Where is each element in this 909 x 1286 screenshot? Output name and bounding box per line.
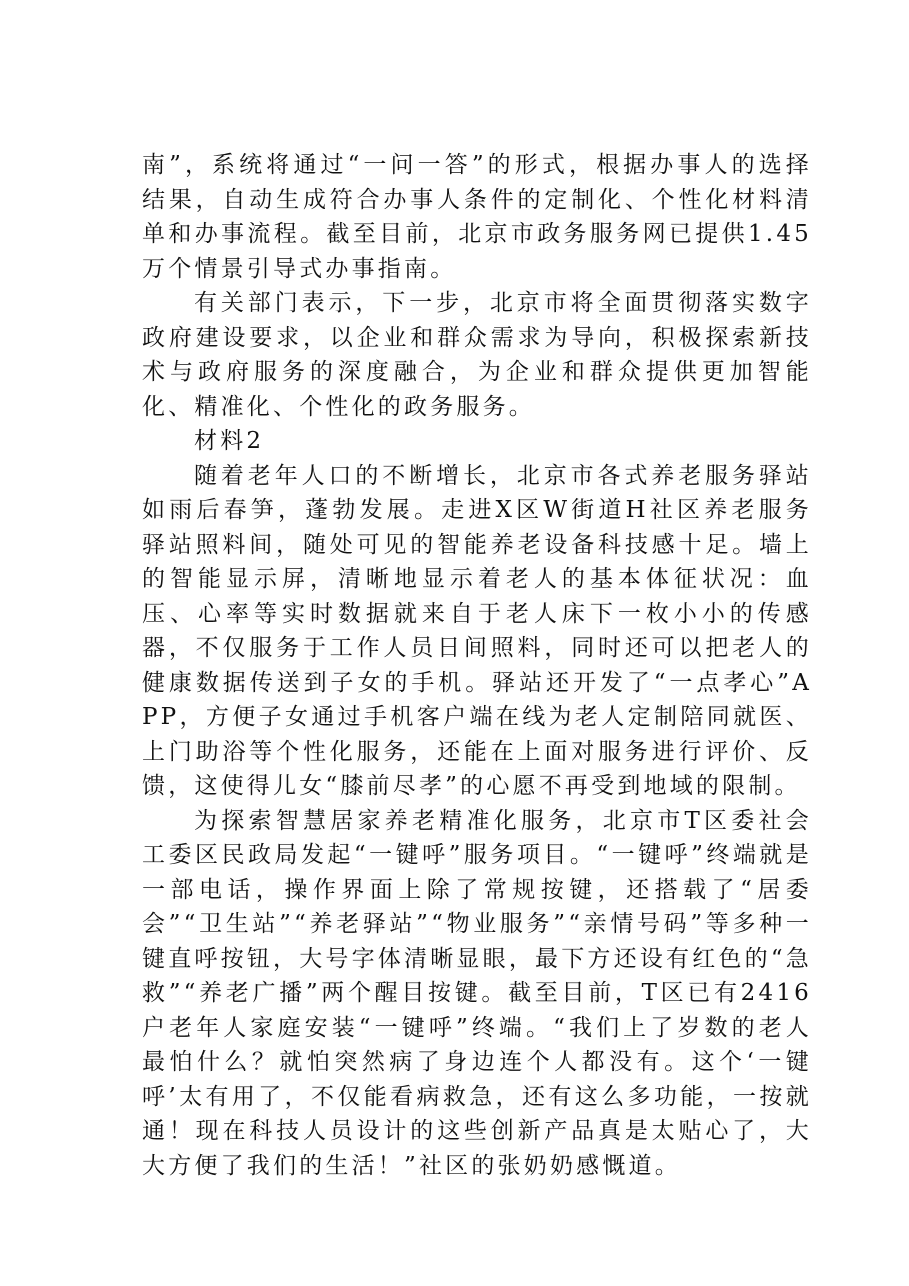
paragraph-elderly-care-station: 随着老年人口的不断增长，北京市各式养老服务驿站如雨后春笋，蓬勃发展。走进X区W街道H社区养老服务驿站照料间，随处可见的智能养老设备科技感十足。墙上的智能显示屏，清晰地显示着老人的基本体征状况：血压、心率等实时数据就来自于老人床下一枚小小的传感器，不仅服务于工作人员日间照料，同时还可以把老人的健康数据传送到子女的手机。驿站还开发了“一点孝心”APP，方便子女通过手机客户端在线为老人定制陪同就医、上门助浴等个性化服务，还能在上面对服务进行评价、反馈，这使得儿女“膝前尽孝”的心愿不再受到地域的限制。 xyxy=(142,462,812,799)
paragraph-one-key-call: 为探索智慧居家养老精准化服务，北京市T区委社会工委区民政局发起“一键呼”服务项目。“一键呼”终端就是一部电话，操作界面上除了常规按键，还搭载了“居委会”“卫生站”“养老驿站”“物业服务”“亲情号码”等多种一键直呼按钮，大号字体清晰显眼，最下方还设有红色的“急救”“养老广播”两个醒目按键。截至目前，T区已有2416户老年人家庭安装“一键呼”终端。“我们上了岁数的老人最怕什么？就怕突然病了身边连个人都没有。这个‘一键呼’太有用了，不仅能看病救急，还有这么多功能，一按就通！现在科技人员设计的这些创新产品真是太贴心了，大大方便了我们的生活！”社区的张奶奶感慨道。 xyxy=(142,807,812,1179)
document-page xyxy=(142,148,812,1183)
paragraph-next-steps: 有关部门表示，下一步，北京市将全面贯彻落实数字政府建设要求，以企业和群众需求为导向，积极探索新技术与政府服务的深度融合，为企业和群众提供更加智能化、精准化、个性化的政务服务。 xyxy=(142,290,812,420)
material-label: 材料2 xyxy=(194,428,265,454)
paragraph-continuation: 南”，系统将通过“一问一答”的形式，根据办事人的选择结果，自动生成符合办事人条件的定制化、个性化材料清单和办事流程。截至目前，北京市政务服务网已提供1.45万个情景引导式办事指南。 xyxy=(142,152,812,282)
